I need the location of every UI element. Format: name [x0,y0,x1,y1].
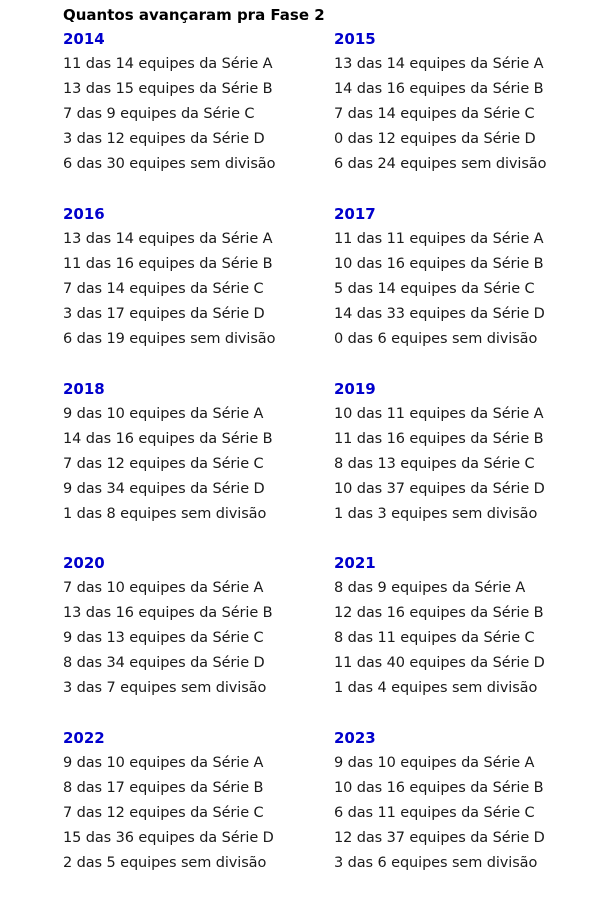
serie-c-line: 7 das 12 equipes da Série C [63,456,264,472]
serie-c-line: 7 das 9 equipes da Série C [63,106,255,122]
sem-divisao-line: 1 das 4 equipes sem divisão [334,680,538,696]
year-block-2016 [63,202,333,352]
serie-d-line: 12 das 37 equipes da Série D [334,830,545,846]
serie-c-line: 8 das 13 equipes da Série C [334,456,535,472]
serie-d-line: 9 das 34 equipes da Série D [63,481,265,497]
serie-b-line: 12 das 16 equipes da Série B [334,605,544,621]
serie-a-line: 11 das 14 equipes da Série A [63,56,273,72]
serie-a-line: 9 das 10 equipes da Série A [63,406,264,422]
year-block-2021 [334,551,604,701]
serie-b-line: 14 das 16 equipes da Série B [63,431,273,447]
year-block-2018 [63,377,333,527]
serie-b-line: 10 das 16 equipes da Série B [334,256,544,272]
serie-d-line: 11 das 40 equipes da Série D [334,655,545,671]
serie-b-line: 11 das 16 equipes da Série B [63,256,273,272]
serie-b-line: 14 das 16 equipes da Série B [334,81,544,97]
sem-divisao-line: 1 das 3 equipes sem divisão [334,506,538,522]
sem-divisao-line: 1 das 8 equipes sem divisão [63,506,267,522]
serie-c-line: 7 das 14 equipes da Série C [334,106,535,122]
sem-divisao-line: 6 das 19 equipes sem divisão [63,331,276,347]
sem-divisao-line: 2 das 5 equipes sem divisão [63,855,267,871]
serie-d-line: 3 das 12 equipes da Série D [63,131,265,147]
year-heading: 2021 [334,554,376,572]
serie-c-line: 7 das 14 equipes da Série C [63,281,264,297]
sem-divisao-line: 3 das 7 equipes sem divisão [63,680,267,696]
year-heading: 2015 [334,30,376,48]
year-heading: 2019 [334,380,376,398]
year-heading: 2020 [63,554,105,572]
serie-a-line: 8 das 9 equipes da Série A [334,580,526,596]
serie-c-line: 7 das 12 equipes da Série C [63,805,264,821]
serie-d-line: 3 das 17 equipes da Série D [63,306,265,322]
page-title: Quantos avançaram pra Fase 2 [63,6,325,24]
serie-a-line: 9 das 10 equipes da Série A [63,755,264,771]
year-block-2017 [334,202,604,352]
year-block-2015 [334,27,604,177]
year-block-2023 [334,726,604,876]
serie-d-line: 10 das 37 equipes da Série D [334,481,545,497]
sem-divisao-line: 3 das 6 equipes sem divisão [334,855,538,871]
sem-divisao-line: 6 das 24 equipes sem divisão [334,156,547,172]
serie-a-line: 9 das 10 equipes da Série A [334,755,535,771]
year-heading: 2022 [63,729,105,747]
serie-b-line: 8 das 17 equipes da Série B [63,780,264,796]
year-block-2020 [63,551,333,701]
serie-b-line: 13 das 15 equipes da Série B [63,81,273,97]
serie-b-line: 13 das 16 equipes da Série B [63,605,273,621]
serie-a-line: 13 das 14 equipes da Série A [334,56,544,72]
serie-b-line: 10 das 16 equipes da Série B [334,780,544,796]
serie-a-line: 11 das 11 equipes da Série A [334,231,544,247]
year-block-2014 [63,27,333,177]
serie-d-line: 15 das 36 equipes da Série D [63,830,274,846]
serie-c-line: 9 das 13 equipes da Série C [63,630,264,646]
serie-d-line: 8 das 34 equipes da Série D [63,655,265,671]
serie-d-line: 14 das 33 equipes da Série D [334,306,545,322]
serie-b-line: 11 das 16 equipes da Série B [334,431,544,447]
serie-c-line: 6 das 11 equipes da Série C [334,805,535,821]
year-heading: 2017 [334,205,376,223]
serie-c-line: 5 das 14 equipes da Série C [334,281,535,297]
year-heading: 2018 [63,380,105,398]
sem-divisao-line: 0 das 6 equipes sem divisão [334,331,538,347]
sem-divisao-line: 6 das 30 equipes sem divisão [63,156,276,172]
serie-a-line: 10 das 11 equipes da Série A [334,406,544,422]
serie-d-line: 0 das 12 equipes da Série D [334,131,536,147]
serie-a-line: 13 das 14 equipes da Série A [63,231,273,247]
year-block-2022 [63,726,333,876]
year-block-2019 [334,377,604,527]
year-heading: 2014 [63,30,105,48]
serie-a-line: 7 das 10 equipes da Série A [63,580,264,596]
year-heading: 2016 [63,205,105,223]
serie-c-line: 8 das 11 equipes da Série C [334,630,535,646]
year-heading: 2023 [334,729,376,747]
